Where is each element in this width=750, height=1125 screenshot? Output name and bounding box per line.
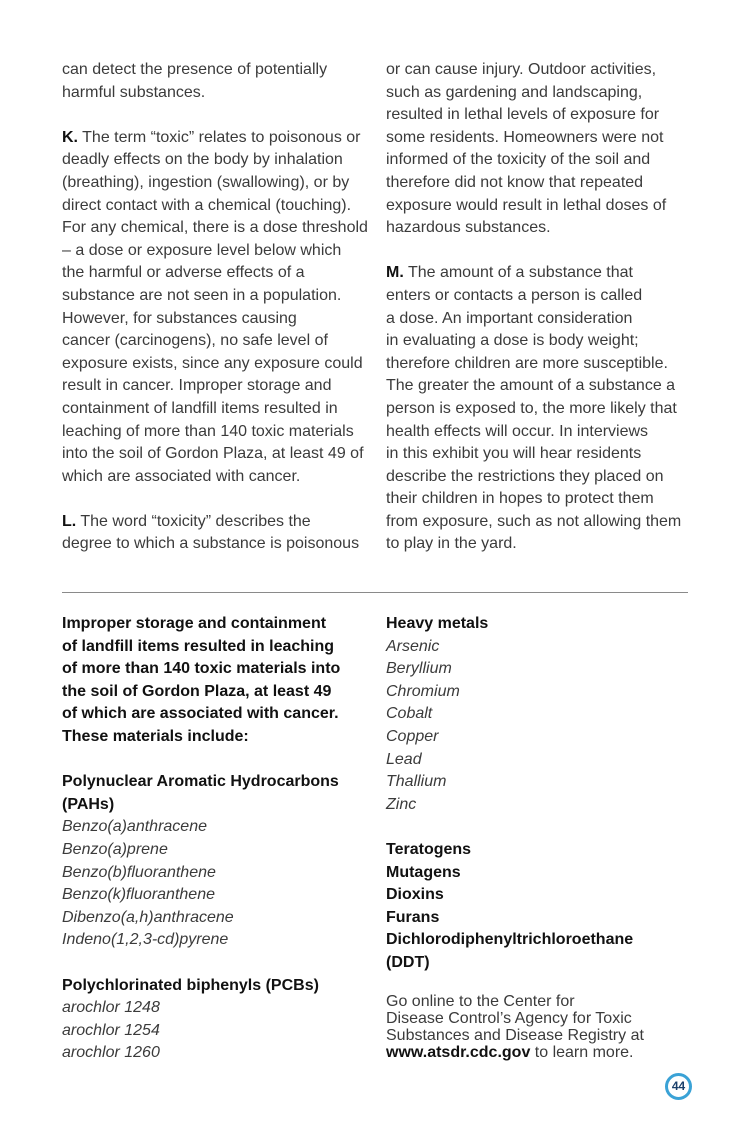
- body-line: cancer (carcinogens), no safe level of: [62, 332, 328, 350]
- cta-last-line: [386, 1044, 696, 1061]
- body-line: The word “toxicity” describes the: [76, 512, 311, 530]
- body-line: direct contact with a chemical (touching).: [62, 196, 352, 214]
- body-line: The greater the amount of a substance a: [386, 377, 676, 395]
- body-line: However, for substances causing: [62, 309, 297, 327]
- category-heading: Dichlorodiphenyltrichloroethane: [386, 931, 634, 949]
- pcb-item: arochlor 1260: [62, 1044, 160, 1062]
- pah-item: Benzo(a)anthracene: [62, 818, 207, 836]
- body-line: which are associated with cancer.: [62, 467, 301, 485]
- materials-column-right: [386, 613, 696, 1061]
- paragraph-l-first-line: [62, 511, 372, 534]
- body-line: person is exposed to, the more likely that: [386, 399, 677, 417]
- body-line: can detect the presence of potentially: [62, 61, 328, 78]
- metal-item: Copper: [386, 727, 439, 745]
- intro-line: Improper storage and containment: [62, 615, 327, 632]
- metal-item: Chromium: [386, 682, 460, 700]
- pah-item: Indeno(1,2,3-cd)pyrene: [62, 931, 229, 949]
- body-line: or can cause injury. Outdoor activities,: [386, 61, 657, 78]
- paragraph-k-first-line: [62, 127, 372, 150]
- intro-line: of which are associated with cancer.: [62, 705, 339, 723]
- paragraph-letter-m: M.: [386, 264, 404, 282]
- page-number-badge: 44: [665, 1073, 692, 1100]
- body-line: deadly effects on the body by inhalation: [62, 151, 343, 169]
- paragraph-m-first-line: [386, 262, 696, 285]
- category-heading: Dioxins: [386, 886, 444, 904]
- body-line: from exposure, such as not allowing them: [386, 512, 682, 530]
- pah-item: Dibenzo(a,h)anthracene: [62, 908, 234, 926]
- body-line: result in cancer. Improper storage and: [62, 377, 332, 395]
- materials-column-left: [62, 613, 372, 1065]
- cta-line: Substances and Disease Registry at: [386, 1026, 644, 1044]
- body-line: – a dose or exposure level below which: [62, 241, 342, 259]
- body-line: containment of landfill items resulted in: [62, 399, 338, 417]
- body-line: exposure exists, since any exposure could: [62, 354, 363, 372]
- body-line: the harmful or adverse effects of a: [62, 264, 305, 282]
- pcb-item: arochlor 1254: [62, 1021, 160, 1039]
- cta-line: Disease Control’s Agency for Toxic: [386, 1009, 632, 1027]
- body-line: therefore did not know that repeated: [386, 173, 644, 191]
- metal-item: Cobalt: [386, 705, 433, 723]
- body-line: exposure would result in lethal doses of: [386, 196, 667, 214]
- body-line: in evaluating a dose is body weight;: [386, 332, 639, 350]
- pah-heading: Polynuclear Aromatic Hydrocarbons: [62, 773, 339, 791]
- intro-line: of more than 140 toxic materials into: [62, 660, 341, 678]
- body-line: to play in the yard.: [386, 535, 517, 553]
- body-line: enters or contacts a person is called: [386, 286, 643, 304]
- body-column-right: [386, 59, 696, 556]
- body-line: their children in hopes to protect them: [386, 490, 654, 508]
- intro-line: the soil of Gordon Plaza, at least 49: [62, 682, 332, 700]
- metals-heading: Heavy metals: [386, 615, 489, 632]
- atsdr-link[interactable]: www.atsdr.cdc.gov: [386, 1043, 531, 1061]
- metal-item: Thallium: [386, 773, 447, 791]
- body-line: For any chemical, there is a dose threshold: [62, 219, 368, 237]
- cta-line: Go online to the Center for: [386, 992, 575, 1010]
- body-line: The term “toxic” relates to poisonous or: [78, 128, 361, 146]
- body-line: The amount of a substance that: [403, 264, 633, 282]
- body-line: informed of the toxicity of the soil and: [386, 151, 651, 169]
- pah-heading: (PAHs): [62, 795, 115, 813]
- body-line: into the soil of Gordon Plaza, at least 49 of: [62, 445, 364, 463]
- body-line: describe the restrictions they placed on: [386, 467, 664, 485]
- metal-item: Beryllium: [386, 660, 452, 678]
- intro-line: These materials include:: [62, 727, 249, 745]
- metal-item: Arsenic: [386, 637, 440, 655]
- category-heading: Furans: [386, 908, 440, 926]
- body-column-left: [62, 59, 372, 556]
- body-line: hazardous substances.: [386, 219, 551, 237]
- body-line: degree to which a substance is poisonous: [62, 535, 360, 553]
- body-line: some residents. Homeowners were not: [386, 128, 664, 146]
- pah-item: Benzo(k)fluoranthene: [62, 886, 215, 904]
- pcb-item: arochlor 1248: [62, 999, 160, 1017]
- pah-item: Benzo(b)fluoranthene: [62, 863, 216, 881]
- body-line: in this exhibit you will hear residents: [386, 445, 642, 463]
- section-divider: [62, 592, 688, 593]
- body-line: resulted in lethal levels of exposure for: [386, 106, 660, 124]
- paragraph-letter-l: L.: [62, 512, 77, 530]
- body-line: health effects will occur. In interviews: [386, 422, 649, 440]
- body-line: such as gardening and landscaping,: [386, 83, 643, 101]
- body-line: a dose. An important consideration: [386, 309, 633, 327]
- body-line: substance are not seen in a population.: [62, 286, 342, 304]
- body-line: (breathing), ingestion (swallowing), or by: [62, 173, 350, 191]
- category-heading: (DDT): [386, 953, 430, 971]
- body-line: therefore children are more susceptible.: [386, 354, 668, 372]
- metal-item: Zinc: [386, 795, 417, 813]
- body-line: leaching of more than 140 toxic materials: [62, 422, 354, 440]
- pcb-heading: Polychlorinated biphenyls (PCBs): [62, 976, 319, 994]
- body-line: harmful substances.: [62, 83, 206, 101]
- metal-item: Lead: [386, 750, 422, 768]
- pah-item: Benzo(a)prene: [62, 840, 168, 858]
- category-heading: Mutagens: [386, 863, 461, 881]
- intro-line: of landfill items resulted in leaching: [62, 637, 335, 655]
- paragraph-letter-k: K.: [62, 128, 78, 146]
- category-heading: Teratogens: [386, 840, 472, 858]
- cta-tail: to learn more.: [530, 1043, 634, 1061]
